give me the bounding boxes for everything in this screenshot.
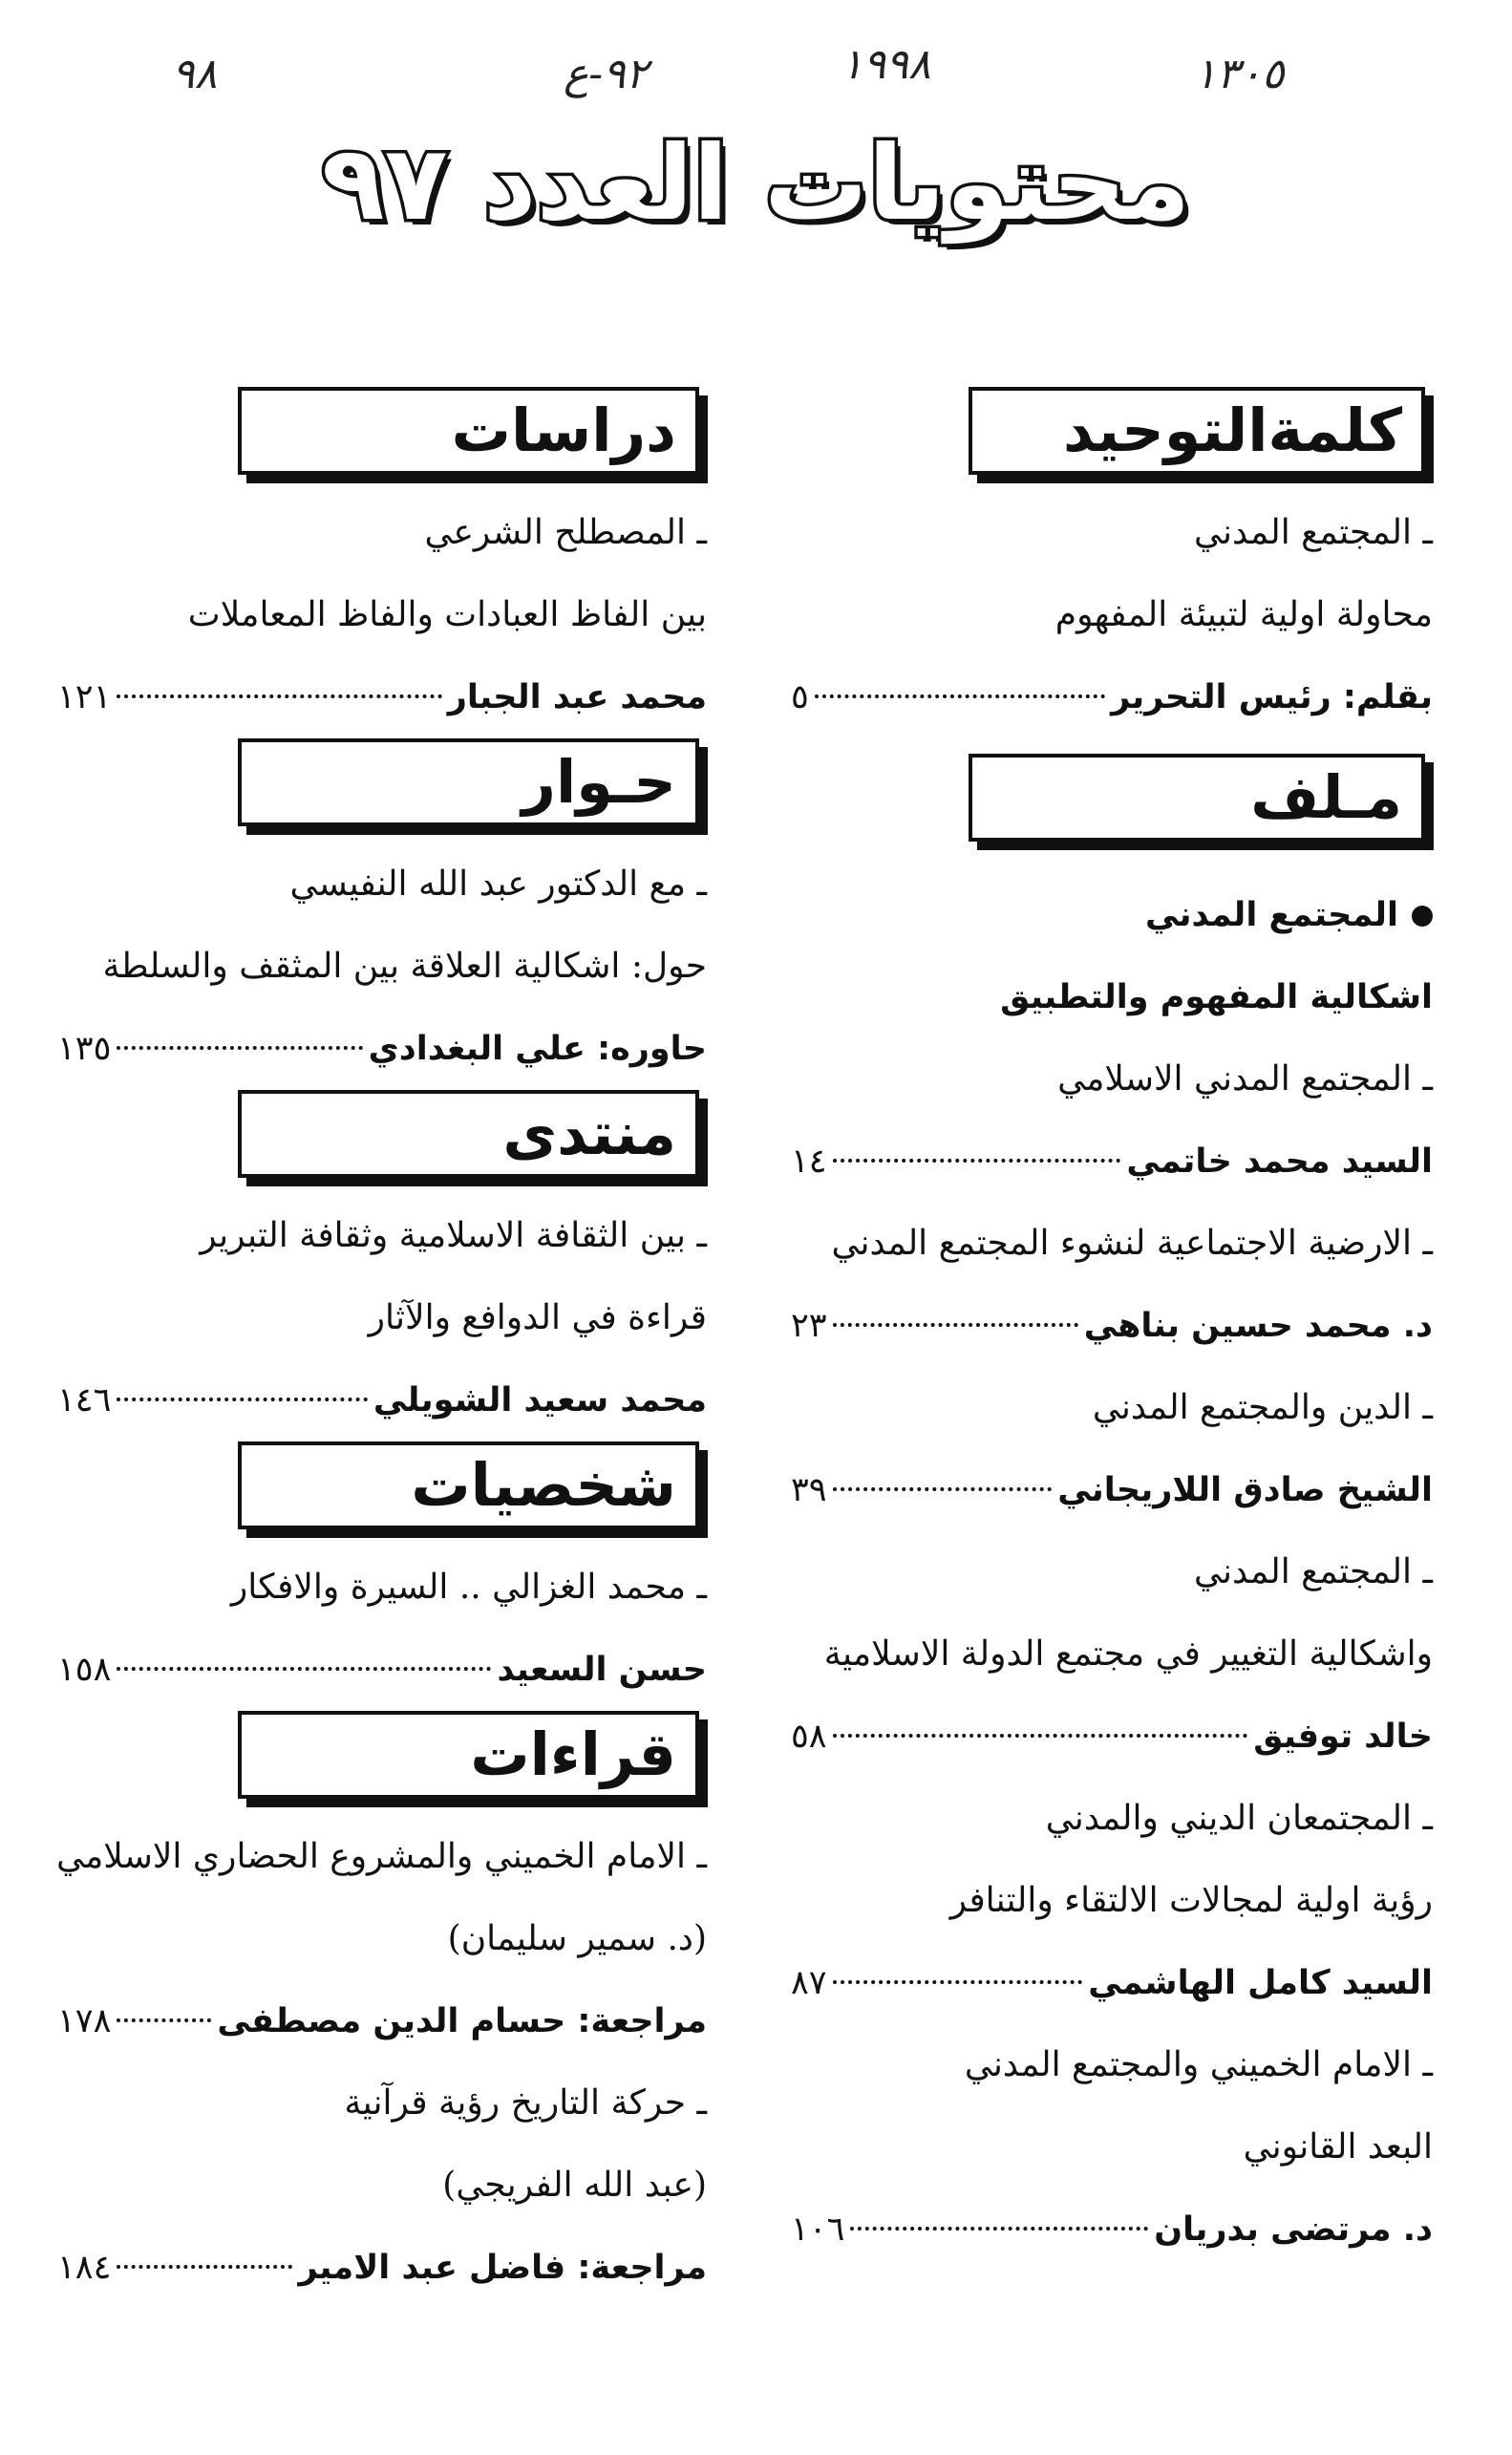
page-number: ٢٣: [791, 1307, 827, 1345]
toc-entry: السيد محمد خاتمي ١٤: [791, 1121, 1433, 1203]
page-number: ١٨٤: [57, 2249, 112, 2287]
page-number: ١٤٦: [57, 1381, 112, 1420]
toc-line: ـ بين الثقافة الاسلامية وثقافة التبرير: [200, 1216, 707, 1255]
page-number: ١٧٨: [57, 2002, 112, 2040]
page-number: ٣٩: [791, 1471, 827, 1509]
toc-line: البعد القانوني: [1243, 2127, 1433, 2167]
toc-topic: المجتمع المدني: [791, 874, 1433, 956]
toc-entry: مراجعة: فاضل عبد الامير ١٨٤: [57, 2227, 707, 2309]
toc-line: ـ مع الدكتور عبد الله النفيسي: [289, 865, 707, 904]
toc-line: ـ الامام الخميني والمجتمع المدني: [964, 2045, 1433, 2084]
toc-line: ـ حركة التاريخ رؤية قرآنية: [344, 2083, 707, 2123]
toc-line: رؤية اولية لمجالات الالتقاء والتنافر: [949, 1881, 1433, 1920]
section-header-malaf: مـلف: [969, 754, 1425, 842]
toc-entry: مراجعة: حسام الدين مصطفى ١٧٨: [57, 1980, 707, 2062]
toc-line: (عبد الله الفريجي): [442, 2166, 707, 2205]
page-number: ١٢١: [57, 678, 112, 716]
section-header-muntada: منتدى: [238, 1090, 699, 1178]
toc-line: ـ المصطلح الشرعي: [424, 513, 707, 552]
toc-line: بين الفاظ العبادات والفاظ المعاملات: [187, 595, 707, 634]
handwritten-note-c: ١٩٩٨: [841, 40, 931, 89]
page-number: ١٣٥: [57, 1030, 112, 1068]
toc-entry: د. مرتضى بدريان ١٠٦: [791, 2188, 1433, 2271]
toc-line: ـ المجتمع المدني: [1194, 513, 1433, 552]
toc-line: واشكالية التغيير في مجتمع الدولة الاسلامية: [823, 1634, 1433, 1674]
toc-subtopic: اشكالية المفهوم والتطبيق: [1000, 978, 1433, 1016]
page-number: ٨٧: [791, 1964, 827, 2002]
toc-entry: حسن السعيد ١٥٨: [57, 1629, 707, 1711]
section-header-shakhsiyat: شخصيات: [238, 1441, 699, 1529]
section-header-qiraat: قراءات: [238, 1711, 699, 1799]
page-number: ٥٨: [791, 1718, 827, 1756]
toc-entry: محمد عبد الجبار ١٢١: [57, 656, 707, 738]
page-number: ١٤: [791, 1142, 827, 1181]
toc-line: قراءة في الدوافع والآثار: [368, 1298, 707, 1337]
handwritten-note-d: ١٣٠٥: [1194, 50, 1285, 98]
bullet-icon: [1412, 906, 1433, 927]
toc-line: ـ الامام الخميني والمشروع الحضاري الاسلامي: [55, 1837, 707, 1876]
toc-line: ـ المجتمع المدني: [1194, 1552, 1433, 1591]
toc-line: ـ محمد الغزالي .. السيرة والافكار: [230, 1568, 707, 1607]
section-header-dirasat: دراسات: [238, 387, 699, 475]
toc-line: (د. سمير سليمان): [447, 1919, 707, 1958]
toc-line: ـ الارضية الاجتماعية لنشوء المجتمع المدني: [831, 1224, 1433, 1263]
section-header-hiwar: حـوار: [238, 738, 699, 826]
toc-line: ـ الدين والمجتمع المدني: [1092, 1388, 1433, 1427]
toc-line: حول: اشكالية العلاقة بين المثقف والسلطة: [102, 947, 707, 986]
toc-line: محاولة اولية لتبيئة المفهوم: [1054, 595, 1433, 634]
page-title-text: محتويات العدد ٩٧: [321, 124, 1191, 244]
handwritten-note-b: ٩٢-ع: [564, 50, 649, 98]
section-header-kalimat-altawhid: كلمةالتوحيد: [969, 387, 1425, 475]
toc-entry: محمد سعيد الشويلي ١٤٦: [57, 1359, 707, 1441]
page-title: [0, 124, 1512, 244]
toc-entry: السيد كامل الهاشمي ٨٧: [791, 1942, 1433, 2024]
toc-entry: بقلم: رئيس التحرير ٥: [791, 656, 1433, 738]
page-number: ٥: [791, 678, 809, 716]
toc-entry: حاوره: علي البغدادي ١٣٥: [57, 1008, 707, 1090]
left-column: [57, 387, 707, 2309]
toc-entry: خالد توفيق ٥٨: [791, 1696, 1433, 1778]
handwritten-note-a: ٩٨: [172, 50, 218, 98]
page-number: ١٠٦: [791, 2210, 845, 2249]
toc-line: ـ المجتمع المدني الاسلامي: [1057, 1059, 1433, 1099]
right-column: [791, 387, 1433, 2271]
toc-entry: د. محمد حسين بناهي ٢٣: [791, 1285, 1433, 1367]
toc-line: ـ المجتمعان الديني والمدني: [1045, 1799, 1433, 1838]
page-number: ١٥٨: [57, 1651, 112, 1689]
toc-entry: الشيخ صادق اللاريجاني ٣٩: [791, 1449, 1433, 1531]
